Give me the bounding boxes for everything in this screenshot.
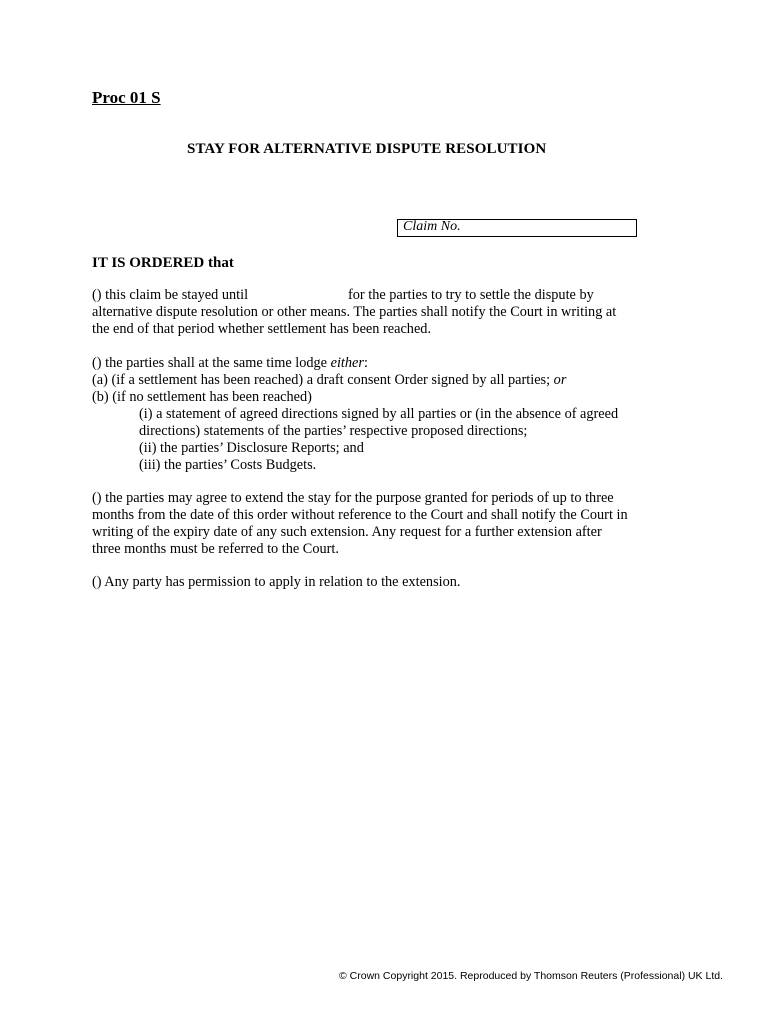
para2-item-a (92, 372, 566, 389)
para2-colon: : (363, 355, 368, 371)
para1-line2: alternative dispute resolution or other means. The parties shall notify the Court in writing at (92, 304, 617, 320)
order-heading: IT IS ORDERED that (92, 255, 234, 271)
para2-sub-i-line2: directions) statements of the parties’ respective proposed directions; (139, 423, 528, 439)
para2-line1 (92, 355, 368, 372)
para2-either: either (330, 355, 364, 371)
para3-line1: () the parties may agree to extend the stay for the purpose granted for periods of up to three (92, 490, 614, 506)
para1-line1-start: () this claim be stayed until (92, 287, 249, 303)
para2-sub-iii: (iii) the parties’ Costs Budgets. (139, 457, 317, 473)
document-title: STAY FOR ALTERNATIVE DISPUTE RESOLUTION (187, 141, 547, 157)
claim-number-field[interactable] (397, 219, 637, 237)
claim-number-label: Claim No. (403, 219, 461, 234)
para2-sub-ii: (ii) the parties’ Disclosure Reports; and (139, 440, 364, 456)
para1-line1-end: for the parties to try to settle the dispute by (348, 287, 594, 303)
para1-line3: the end of that period whether settlement has been reached. (92, 321, 432, 337)
para1-line1 (92, 287, 594, 304)
para4-line1: () Any party has permission to apply in relation to the extension. (92, 574, 461, 590)
para2-intro: () the parties shall at the same time lodge (92, 355, 331, 371)
copyright-footer: © Crown Copyright 2015. Reproduced by Thomson Reuters (Professional) UK Ltd. (339, 970, 723, 982)
para2-item-a-or: or (553, 372, 567, 388)
para2-item-b: (b) (if no settlement has been reached) (92, 389, 312, 405)
para3-line2: months from the date of this order without reference to the Court and shall notify the Court in (92, 507, 628, 523)
para3-line3: writing of the expiry date of any such extension. Any request for a further extension after (92, 524, 602, 540)
para3-line4: three months must be referred to the Court. (92, 541, 339, 557)
para2-item-a-text: (a) (if a settlement has been reached) a draft consent Order signed by all parties; (92, 372, 554, 388)
form-reference: Proc 01 S (92, 88, 161, 107)
para2-sub-i-line1: (i) a statement of agreed directions signed by all parties or (in the absence of agreed (139, 406, 619, 422)
